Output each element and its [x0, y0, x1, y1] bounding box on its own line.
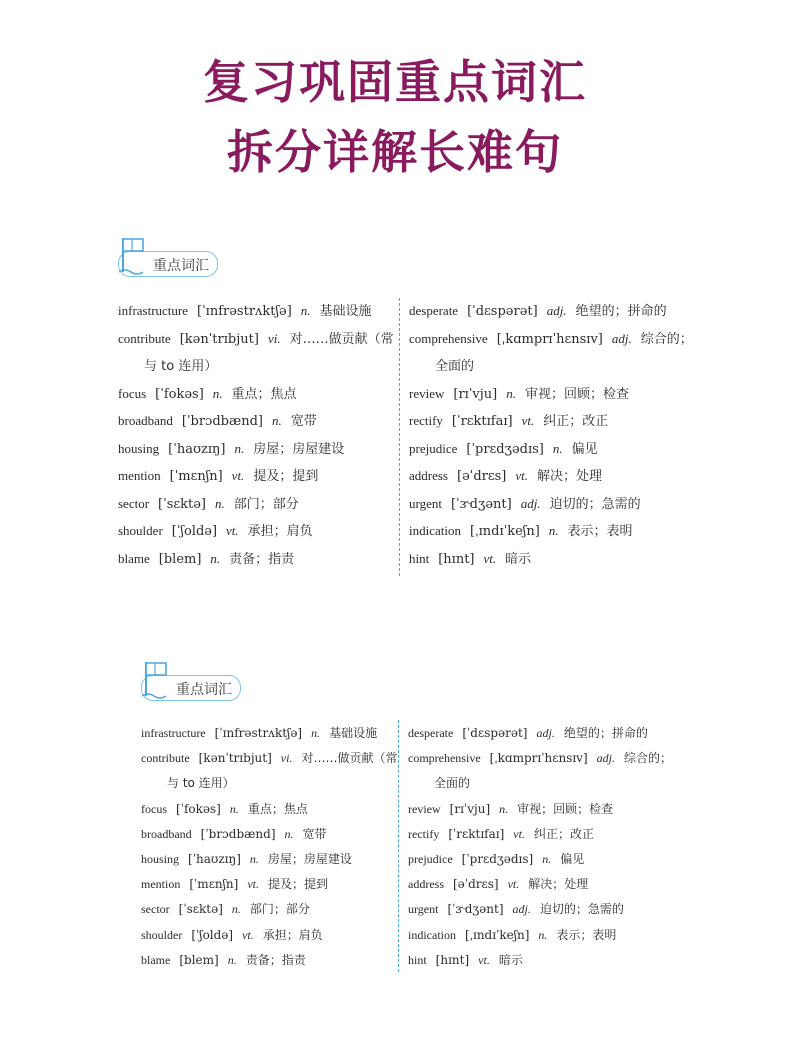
vocab-entry — [408, 951, 532, 968]
entry-phonetic: [ˈrɛktɪfaɪ] — [451, 414, 513, 429]
entry-meaning: 审视；回顾；检查 — [524, 386, 629, 402]
entry-word: broadband — [118, 413, 173, 428]
entry-meaning: 提及；提到 — [267, 877, 328, 892]
vocab-entry — [141, 926, 332, 943]
entry-pos: vt. — [231, 468, 245, 483]
entry-meaning: 纠正；改正 — [533, 826, 594, 841]
entry-word: shoulder — [118, 523, 163, 538]
entry-phonetic: [ˈɝdʒənt] — [450, 496, 512, 512]
entry-phonetic: [blem] — [158, 551, 202, 567]
entry-pos: adj. — [611, 330, 632, 346]
entry-phonetic: [ˈsɛktə] — [178, 902, 223, 917]
entry-meaning: 责备；指责 — [245, 952, 306, 967]
entry-word: urgent — [409, 495, 442, 511]
page-title-line1: 复习巩固重点词汇 — [203, 55, 587, 109]
entry-pos: n. — [212, 385, 223, 401]
vocab-entry — [141, 825, 336, 842]
entry-phonetic: [hɪnt] — [438, 551, 475, 567]
entry-word: contribute — [141, 751, 190, 766]
entry-word: review — [408, 801, 441, 816]
entry-word: urgent — [408, 902, 439, 917]
entry-word: housing — [141, 852, 180, 866]
entry-phonetic: [ˈɝdʒənt] — [447, 902, 504, 917]
entry-meaning: 审视；回顾；检查 — [517, 801, 614, 816]
entry-meaning: 承担；肩负 — [247, 524, 313, 539]
entry-pos: n. — [538, 927, 548, 942]
vocab-entry — [141, 951, 315, 968]
entry-phonetic: [ˈɪnfrəstrʌktʃə] — [197, 304, 292, 319]
entry-meaning: 对……做贡献（常 — [289, 331, 394, 347]
entry-word: contribute — [118, 330, 171, 346]
entry-meaning: 重点；焦点 — [231, 386, 297, 402]
entry-meaning: 对……做贡献（常 — [301, 751, 398, 766]
entry-phonetic: [ˈprɛdʒədɪs] — [461, 852, 534, 866]
entry-meaning: 暗示 — [505, 551, 532, 567]
entry-meaning: 偏见 — [560, 852, 585, 866]
entry-word: address — [408, 877, 444, 892]
entry-meaning-continued: 全面的 — [435, 359, 475, 374]
entry-word: focus — [118, 385, 147, 401]
entry-phonetic: [ˈbrɔdbænd] — [181, 414, 263, 429]
entry-pos: n. — [311, 726, 321, 740]
vocab-entry — [408, 724, 657, 741]
entry-word: indication — [408, 927, 456, 942]
vocab-entry — [408, 749, 681, 766]
entry-phonetic: [ˈfokəs] — [176, 801, 221, 816]
entry-phonetic: [kənˈtrɪbjut] — [179, 331, 259, 347]
entry-word: indication — [409, 523, 461, 538]
entry-phonetic: [ˈbrɔdbænd] — [200, 826, 276, 841]
entry-pos: vt. — [513, 826, 525, 841]
entry-phonetic: [ˈfokəs] — [155, 386, 204, 402]
entry-pos: n. — [300, 303, 311, 318]
entry-meaning: 解决；处理 — [528, 877, 589, 892]
entry-word: blame — [118, 550, 150, 566]
entry-pos: vi. — [267, 330, 281, 346]
entry-word: desperate — [408, 726, 454, 740]
entry-meaning: 综合的； — [623, 751, 672, 766]
entry-word: comprehensive — [408, 751, 481, 766]
entry-word: comprehensive — [409, 330, 488, 346]
entry-pos: n. — [271, 413, 282, 428]
entry-pos: n. — [548, 523, 559, 538]
entry-meaning: 迫切的；急需的 — [549, 496, 641, 512]
entry-phonetic: [hɪnt] — [435, 952, 470, 967]
entry-meaning: 宽带 — [302, 826, 327, 841]
entry-word: review — [409, 385, 445, 401]
entry-pos: n. — [506, 385, 516, 401]
vocab-entry — [141, 800, 317, 817]
page-title-line2: 拆分详解长难句 — [227, 125, 563, 179]
section-label: 重点词汇 — [176, 682, 232, 698]
entry-meaning: 提及；提到 — [253, 469, 319, 484]
entry-phonetic: [ˈhaʊzɪŋ] — [188, 852, 241, 866]
entry-pos: adj. — [520, 495, 541, 511]
entry-meaning: 绝望的；拼命的 — [575, 304, 667, 319]
entry-pos: adj. — [536, 726, 555, 740]
entry-pos: n. — [552, 440, 563, 456]
entry-meaning: 房屋；房屋建设 — [253, 441, 345, 457]
entry-phonetic: [blem] — [179, 952, 219, 967]
entry-pos: vt. — [242, 927, 254, 942]
entry-pos: vt. — [507, 877, 520, 892]
entry-phonetic: [ˌkɑmprɪˈhɛnsɪv] — [496, 331, 603, 347]
entry-phonetic: [əˈdrɛs] — [457, 469, 507, 484]
entry-pos: n. — [229, 801, 239, 816]
entry-pos: n. — [284, 826, 294, 841]
entry-phonetic: [ˌkɑmprɪˈhɛnsɪv] — [489, 751, 588, 766]
entry-word: mention — [118, 468, 161, 483]
entry-phonetic: [ˈhaʊzɪŋ] — [168, 441, 226, 457]
entry-meaning: 承担；肩负 — [262, 927, 323, 942]
entry-phonetic: [ˈrɛktɪfaɪ] — [448, 826, 505, 841]
vocab-entry — [408, 850, 593, 867]
entry-phonetic: [əˈdrɛs] — [453, 877, 499, 892]
entry-phonetic: [ˌɪndɪˈkeʃn] — [470, 524, 540, 539]
entry-meaning: 责备；指责 — [229, 551, 295, 567]
entry-meaning: 纠正；改正 — [543, 414, 609, 429]
entry-pos: vt. — [478, 952, 490, 967]
entry-phonetic: [ˈsɛktə] — [158, 496, 206, 512]
entry-pos: n. — [499, 801, 509, 816]
entry-word: infrastructure — [141, 726, 206, 740]
entry-pos: vt. — [226, 523, 239, 538]
entry-pos: n. — [227, 952, 237, 967]
entry-word: shoulder — [141, 927, 183, 942]
entry-phonetic: [ˈdɛspərət] — [467, 304, 538, 319]
entry-meaning: 绝望的；拼命的 — [563, 726, 648, 740]
entry-meaning: 重点；焦点 — [247, 801, 308, 816]
vocab-entry — [408, 875, 597, 892]
entry-pos: adj. — [512, 902, 531, 917]
entry-meaning: 房屋；房屋建设 — [267, 852, 352, 866]
entry-meaning-continued: 与 to 连用） — [167, 776, 235, 791]
entry-pos: vi. — [280, 751, 293, 766]
entry-phonetic: [ˈɪnfrəstrʌktʃə] — [214, 726, 303, 740]
entry-word: desperate — [409, 303, 459, 318]
entry-pos: n. — [231, 902, 241, 917]
entry-word: rectify — [409, 413, 443, 428]
entry-phonetic: [ˈmɛnʃn] — [189, 877, 239, 892]
entry-word: sector — [118, 495, 150, 511]
vocab-entry — [408, 900, 633, 917]
vocab-entry — [141, 724, 386, 741]
entry-word: mention — [141, 877, 181, 892]
entry-pos: n. — [214, 495, 225, 511]
entry-pos: vt. — [483, 550, 497, 566]
entry-word: infrastructure — [118, 303, 189, 318]
entry-meaning-continued: 全面的 — [434, 776, 471, 791]
entry-word: rectify — [408, 826, 440, 841]
entry-word: hint — [408, 952, 427, 967]
vocab-entry — [408, 825, 603, 842]
entry-meaning: 迫切的；急需的 — [539, 902, 624, 917]
entry-phonetic: [kənˈtrɪbjut] — [198, 751, 272, 766]
entry-meaning: 综合的； — [640, 331, 693, 347]
entry-phonetic: [ˈʃoldə] — [171, 524, 218, 539]
vocab-entry — [141, 850, 361, 867]
entry-meaning: 偏见 — [571, 441, 598, 457]
entry-pos: n. — [210, 550, 221, 566]
entry-phonetic: [ˈʃoldə] — [191, 927, 234, 942]
entry-meaning: 宽带 — [290, 414, 317, 429]
entry-word: address — [409, 468, 448, 483]
entry-word: broadband — [141, 826, 192, 841]
entry-meaning: 暗示 — [498, 952, 523, 967]
entry-meaning: 表示；表明 — [556, 927, 617, 942]
vocab-entry — [141, 900, 319, 917]
entry-pos: vt. — [247, 877, 259, 892]
entry-pos: adj. — [546, 303, 567, 318]
entry-meaning-continued: 与 to 连用） — [144, 359, 218, 374]
entry-word: blame — [141, 952, 171, 967]
entry-phonetic: [rɪˈvju] — [453, 386, 498, 402]
flag-icon — [138, 658, 172, 700]
entry-meaning: 基础设施 — [319, 304, 372, 319]
entry-meaning: 表示；表明 — [567, 524, 633, 539]
entry-word: focus — [141, 801, 167, 816]
entry-phonetic: [ˈdɛspərət] — [462, 726, 528, 740]
entry-phonetic: [rɪˈvju] — [449, 801, 491, 816]
entry-pos: n. — [542, 852, 552, 866]
entry-pos: n. — [234, 440, 245, 456]
entry-word: housing — [118, 440, 160, 456]
entry-pos: adj. — [596, 751, 615, 766]
entry-meaning: 部门；部分 — [249, 902, 310, 917]
entry-word: prejudice — [408, 852, 453, 866]
entry-pos: vt. — [521, 413, 535, 428]
entry-word: hint — [409, 550, 430, 566]
entry-pos: vt. — [515, 468, 528, 483]
entry-meaning: 解决；处理 — [537, 469, 603, 484]
section-label: 重点词汇 — [153, 258, 209, 274]
entry-meaning: 部门；部分 — [233, 496, 299, 512]
entry-phonetic: [ˈprɛdʒədɪs] — [466, 441, 544, 457]
entry-word: prejudice — [409, 440, 458, 456]
entry-phonetic: [ˌɪndɪˈkeʃn] — [465, 927, 530, 942]
entry-pos: n. — [249, 852, 259, 866]
entry-word: sector — [141, 902, 170, 917]
vocab-entry — [141, 875, 337, 892]
entry-meaning: 基础设施 — [329, 726, 378, 740]
vocab-entry — [141, 749, 406, 766]
entry-phonetic: [ˈmɛnʃn] — [169, 469, 223, 484]
vocab-entry — [408, 926, 625, 943]
section-badge — [141, 675, 241, 701]
vocab-entry — [408, 800, 622, 817]
